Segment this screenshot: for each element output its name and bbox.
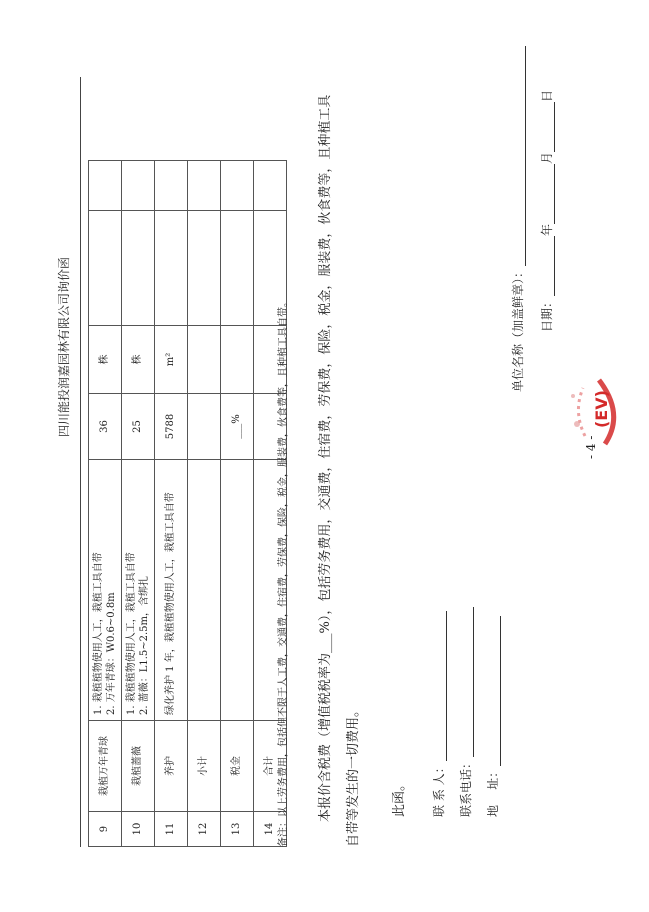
item-total	[89, 161, 122, 211]
table-row	[122, 161, 155, 847]
contact-phone-row	[457, 607, 474, 817]
row-number: 14	[254, 812, 287, 847]
item-unit-price	[155, 211, 188, 326]
description-line: 2. 蔷薇：L1.5~2.5m，含绑扎	[139, 575, 150, 715]
table-row	[89, 161, 122, 847]
contact-address-label: 地 址：	[486, 765, 500, 817]
item-unit	[221, 326, 254, 394]
item-unit: 株	[89, 326, 122, 394]
table-note: 备注：以上劳务费用，包括但不限于人工费，交通费，住宿费，劳保费，保险，税金，服装费，伙食费等，且种植工具自带。	[278, 297, 289, 847]
item-unit	[188, 326, 221, 394]
row-number: 9	[89, 812, 122, 847]
page-number: - 4 -	[584, 435, 598, 459]
date-year-blank[interactable]	[554, 236, 555, 296]
date-label: 日期：	[540, 295, 554, 332]
table-row	[221, 161, 254, 847]
item-description	[89, 460, 122, 721]
contact-person-label: 联 系 人：	[432, 761, 446, 817]
item-total	[188, 161, 221, 211]
item-description	[221, 460, 254, 721]
contact-person-blank[interactable]	[446, 611, 447, 761]
item-description	[122, 460, 155, 721]
item-unit-price	[221, 211, 254, 326]
description-line: 2. 万年青球：W0.6~0.8m	[106, 592, 117, 715]
item-name: 栽植蔷薇	[122, 721, 155, 812]
company-name-row	[509, 46, 526, 392]
item-total	[122, 161, 155, 211]
contact-address-row	[484, 616, 501, 817]
item-quantity	[188, 394, 221, 460]
row-number: 11	[155, 812, 188, 847]
item-total	[221, 161, 254, 211]
item-name: 养护	[155, 721, 188, 812]
date-month-label: 月	[540, 151, 554, 164]
description-line: 1. 栽植植物使用人工，栽植工具自带	[92, 552, 104, 715]
item-quantity: ___%	[221, 394, 254, 460]
item-name: 合计	[254, 721, 287, 812]
contact-address-blank[interactable]	[500, 616, 501, 766]
statement-line-2: 自带等发生的一切费用。	[346, 703, 361, 847]
contact-phone-label: 联系电话：	[459, 756, 473, 817]
date-month-blank[interactable]	[554, 164, 555, 224]
table-row	[188, 161, 221, 847]
statement-line-1: 本报价含税费（增值税税率为___%），包括劳务费用，交通费，住宿费，劳保费，保险，税金，服装费，伙食费等，且种植工具	[318, 94, 333, 822]
item-unit-price	[188, 211, 221, 326]
item-name: 栽植万年青球	[89, 721, 122, 812]
company-name-blank[interactable]	[525, 46, 526, 266]
company-name-label: 单位名称（加盖鲜章）：	[511, 265, 525, 392]
row-number: 13	[221, 812, 254, 847]
item-name: 小计	[188, 721, 221, 812]
header-rule	[80, 77, 81, 847]
item-unit: 株	[122, 326, 155, 394]
date-year-label: 年	[540, 223, 554, 236]
item-description	[188, 460, 221, 721]
item-name: 税金	[221, 721, 254, 812]
row-number: 10	[122, 812, 155, 847]
closing-text: 此函。	[392, 777, 407, 817]
item-quantity: 5788	[155, 394, 188, 460]
contact-phone-blank[interactable]	[473, 607, 474, 757]
row-number: 12	[188, 812, 221, 847]
quote-table	[88, 160, 287, 847]
date-row	[538, 90, 555, 332]
item-quantity: 36	[89, 394, 122, 460]
description-line: 绿化养护 1 年，栽植植物使用人工，栽植工具自带	[165, 492, 177, 715]
item-unit-price	[89, 211, 122, 326]
date-day-label: 日	[540, 89, 554, 102]
seal-text: (EV)	[592, 390, 611, 428]
item-unit: m²	[155, 326, 188, 394]
table-row	[155, 161, 188, 847]
item-description	[155, 460, 188, 721]
item-total	[155, 161, 188, 211]
date-day-blank[interactable]	[554, 102, 555, 152]
contact-person-row	[430, 611, 447, 817]
item-quantity: 25	[122, 394, 155, 460]
description-line: 1. 栽植植物使用人工，栽植工具自带	[125, 552, 137, 715]
page-header-title: 四川能投润嘉园林有限公司询价函	[57, 257, 71, 438]
item-unit-price	[122, 211, 155, 326]
